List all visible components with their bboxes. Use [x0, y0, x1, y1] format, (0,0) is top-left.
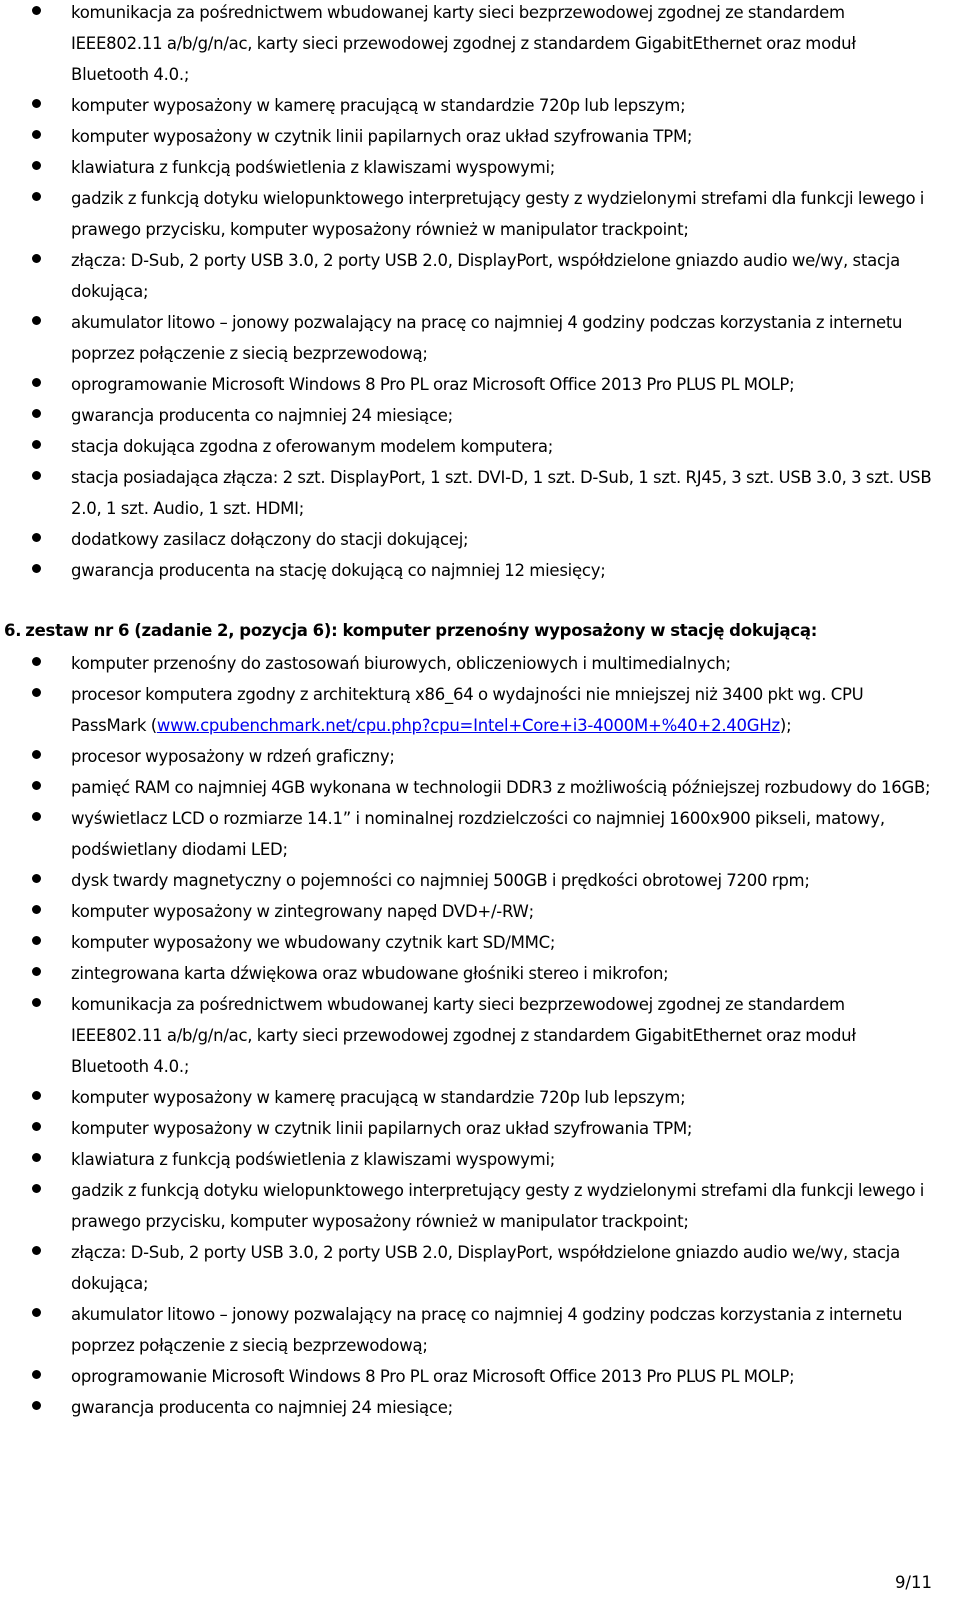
spec-item-text: złącza: D-Sub, 2 porty USB 3.0, 2 porty USB 2.0, DisplayPort, współdzielone gniazdo audio we/wy, stacja dokująca;	[71, 251, 900, 301]
spec-item-text: stacja dokująca zgodna z oferowanym modelem komputera;	[71, 437, 554, 456]
spec-item	[0, 1392, 960, 1423]
spec-item	[0, 183, 960, 245]
spec-item	[0, 1175, 960, 1237]
bullet-icon	[32, 99, 41, 108]
bullet-icon	[32, 316, 41, 325]
spec-item	[0, 462, 960, 524]
bullet-icon	[32, 750, 41, 759]
bullet-icon	[32, 657, 41, 666]
spec-item	[0, 865, 960, 896]
bullet-icon	[32, 688, 41, 697]
spec-list-bottom	[0, 648, 960, 1423]
spec-item-text: gwarancja producenta co najmniej 24 miesiące;	[71, 1398, 453, 1417]
bullet-icon	[32, 1308, 41, 1317]
spec-item	[0, 1144, 960, 1175]
spec-item	[0, 958, 960, 989]
spec-item-text: dysk twardy magnetyczny o pojemności co najmniej 500GB i prędkości obrotowej 7200 rpm;	[71, 871, 810, 890]
bullet-icon	[32, 874, 41, 883]
bullet-icon	[32, 936, 41, 945]
spec-item-text: komputer przenośny do zastosowań biurowych, obliczeniowych i multimedialnych;	[71, 654, 731, 673]
spec-item-text: gadzik z funkcją dotyku wielopunktowego interpretujący gesty z wydzielonymi strefami dla funkcji lewego i prawego przycisku, komputer wyposażony również w manipulator trackpoint;	[71, 1181, 925, 1231]
spec-item	[0, 741, 960, 772]
bullet-icon	[32, 192, 41, 201]
bullet-icon	[32, 1246, 41, 1255]
spec-item-text: oprogramowanie Microsoft Windows 8 Pro PL oraz Microsoft Office 2013 Pro PLUS PL MOLP;	[71, 375, 795, 394]
bullet-icon	[32, 533, 41, 542]
spec-item	[0, 524, 960, 555]
bullet-icon	[32, 1401, 41, 1410]
bullet-icon	[32, 1153, 41, 1162]
spec-item-text: procesor komputera zgodny z architekturą x86_64 o wydajności nie mniejszej niż 3400 pkt wg. CPU PassMark (	[71, 685, 864, 735]
bullet-icon	[32, 471, 41, 480]
spec-item	[0, 431, 960, 462]
spec-item-text: komputer wyposażony w czytnik linii papilarnych oraz układ szyfrowania TPM;	[71, 1119, 693, 1138]
spec-item-text-end: );	[779, 716, 792, 735]
spec-item-text: zintegrowana karta dźwiękowa oraz wbudowane głośniki stereo i mikrofon;	[71, 964, 669, 983]
spec-item-text: złącza: D-Sub, 2 porty USB 3.0, 2 porty USB 2.0, DisplayPort, współdzielone gniazdo audio we/wy, stacja dokująca;	[71, 1243, 900, 1293]
spec-item-text: pamięć RAM co najmniej 4GB wykonana w technologii DDR3 z możliwością późniejszej rozbudowy do 16GB;	[71, 778, 931, 797]
spec-item-text: procesor wyposażony w rdzeń graficzny;	[71, 747, 395, 766]
spec-item	[0, 648, 960, 679]
bullet-icon	[32, 967, 41, 976]
spec-item-text: komunikacja za pośrednictwem wbudowanej karty sieci bezprzewodowej zgodnej ze standardem IEEE802.11 a/b/g/n/ac, karty sieci przewodowej zgodnej z standardem GigabitEthernet oraz moduł Bluetooth 4.0.;	[71, 3, 856, 84]
bullet-icon	[32, 440, 41, 449]
spec-item	[0, 121, 960, 152]
spec-item-text: komputer wyposażony w kamerę pracującą w standardzie 720p lub lepszym;	[71, 96, 686, 115]
spec-item-text: oprogramowanie Microsoft Windows 8 Pro PL oraz Microsoft Office 2013 Pro PLUS PL MOLP;	[71, 1367, 795, 1386]
spec-item-text: akumulator litowo – jonowy pozwalający na pracę co najmniej 4 godziny podczas korzystania z internetu poprzez połączenie z siecią bezprzewodową;	[71, 1305, 903, 1355]
bullet-icon	[32, 781, 41, 790]
page-number: 9/11	[894, 1573, 932, 1592]
spec-item-text: gwarancja producenta co najmniej 24 miesiące;	[71, 406, 453, 425]
spec-item	[0, 803, 960, 865]
spec-item	[0, 989, 960, 1082]
spec-item-text: komputer wyposażony w czytnik linii papilarnych oraz układ szyfrowania TPM;	[71, 127, 693, 146]
spec-item	[0, 90, 960, 121]
bullet-icon	[32, 6, 41, 15]
spec-item	[0, 679, 960, 741]
cpubenchmark-link[interactable]: www.cpubenchmark.net/cpu.php?cpu=Intel+Core+i3-4000M+%40+2.40GHz	[156, 716, 780, 735]
bullet-icon	[32, 130, 41, 139]
spec-item	[0, 896, 960, 927]
spec-item-text: komputer wyposażony we wbudowany czytnik kart SD/MMC;	[71, 933, 556, 952]
bullet-icon	[32, 564, 41, 573]
bullet-icon	[32, 254, 41, 263]
bullet-icon	[32, 409, 41, 418]
spec-item-text: dodatkowy zasilacz dołączony do stacji dokującej;	[71, 530, 469, 549]
spec-item	[0, 369, 960, 400]
bullet-icon	[32, 812, 41, 821]
spec-item	[0, 152, 960, 183]
bullet-icon	[32, 1184, 41, 1193]
bullet-icon	[32, 1370, 41, 1379]
spec-item-text: wyświetlacz LCD o rozmiarze 14.1” i nominalnej rozdzielczości co najmniej 1600x900 pikseli, matowy, podświetlany diodami LED;	[71, 809, 885, 859]
spec-item	[0, 1082, 960, 1113]
spec-item	[0, 1361, 960, 1392]
spec-item-text: gadzik z funkcją dotyku wielopunktowego interpretujący gesty z wydzielonymi strefami dla funkcji lewego i prawego przycisku, komputer wyposażony również w manipulator trackpoint;	[71, 189, 925, 239]
spec-item	[0, 400, 960, 431]
bullet-icon	[32, 161, 41, 170]
section-number: 6.	[4, 621, 22, 640]
bullet-icon	[32, 998, 41, 1007]
bullet-icon	[32, 378, 41, 387]
spec-item-text: komputer wyposażony w kamerę pracującą w standardzie 720p lub lepszym;	[71, 1088, 686, 1107]
spec-item-text: klawiatura z funkcją podświetlenia z klawiszami wyspowymi;	[71, 1150, 556, 1169]
spec-item-text: stacja posiadająca złącza: 2 szt. DisplayPort, 1 szt. DVI-D, 1 szt. D-Sub, 1 szt. RJ45, 3 szt. USB 3.0, 3 szt. USB 2.0, 1 szt. Audio, 1 szt. HDMI;	[71, 468, 932, 518]
spec-item-text: komputer wyposażony w zintegrowany napęd DVD+/-RW;	[71, 902, 534, 921]
spec-item	[0, 1113, 960, 1144]
spec-item-text: komunikacja za pośrednictwem wbudowanej karty sieci bezprzewodowej zgodnej ze standardem IEEE802.11 a/b/g/n/ac, karty sieci przewodowej zgodnej z standardem GigabitEthernet oraz moduł Bluetooth 4.0.;	[71, 995, 856, 1076]
spec-item	[0, 1237, 960, 1299]
bullet-icon	[32, 1091, 41, 1100]
spec-item	[0, 307, 960, 369]
spec-list-top	[0, 0, 960, 586]
spec-item	[0, 927, 960, 958]
spec-item	[0, 555, 960, 586]
spec-item-text: gwarancja producenta na stację dokującą co najmniej 12 miesięcy;	[71, 561, 606, 580]
section-heading	[4, 615, 817, 646]
spec-item-text: akumulator litowo – jonowy pozwalający na pracę co najmniej 4 godziny podczas korzystania z internetu poprzez połączenie z siecią bezprzewodową;	[71, 313, 903, 363]
bullet-icon	[32, 1122, 41, 1131]
bullet-icon	[32, 905, 41, 914]
spec-item-text: klawiatura z funkcją podświetlenia z klawiszami wyspowymi;	[71, 158, 556, 177]
spec-item	[0, 772, 960, 803]
spec-item	[0, 245, 960, 307]
section-title: zestaw nr 6 (zadanie 2, pozycja 6): komputer przenośny wyposażony w stację dokującą:	[25, 621, 818, 640]
spec-item	[0, 0, 960, 90]
spec-item	[0, 1299, 960, 1361]
